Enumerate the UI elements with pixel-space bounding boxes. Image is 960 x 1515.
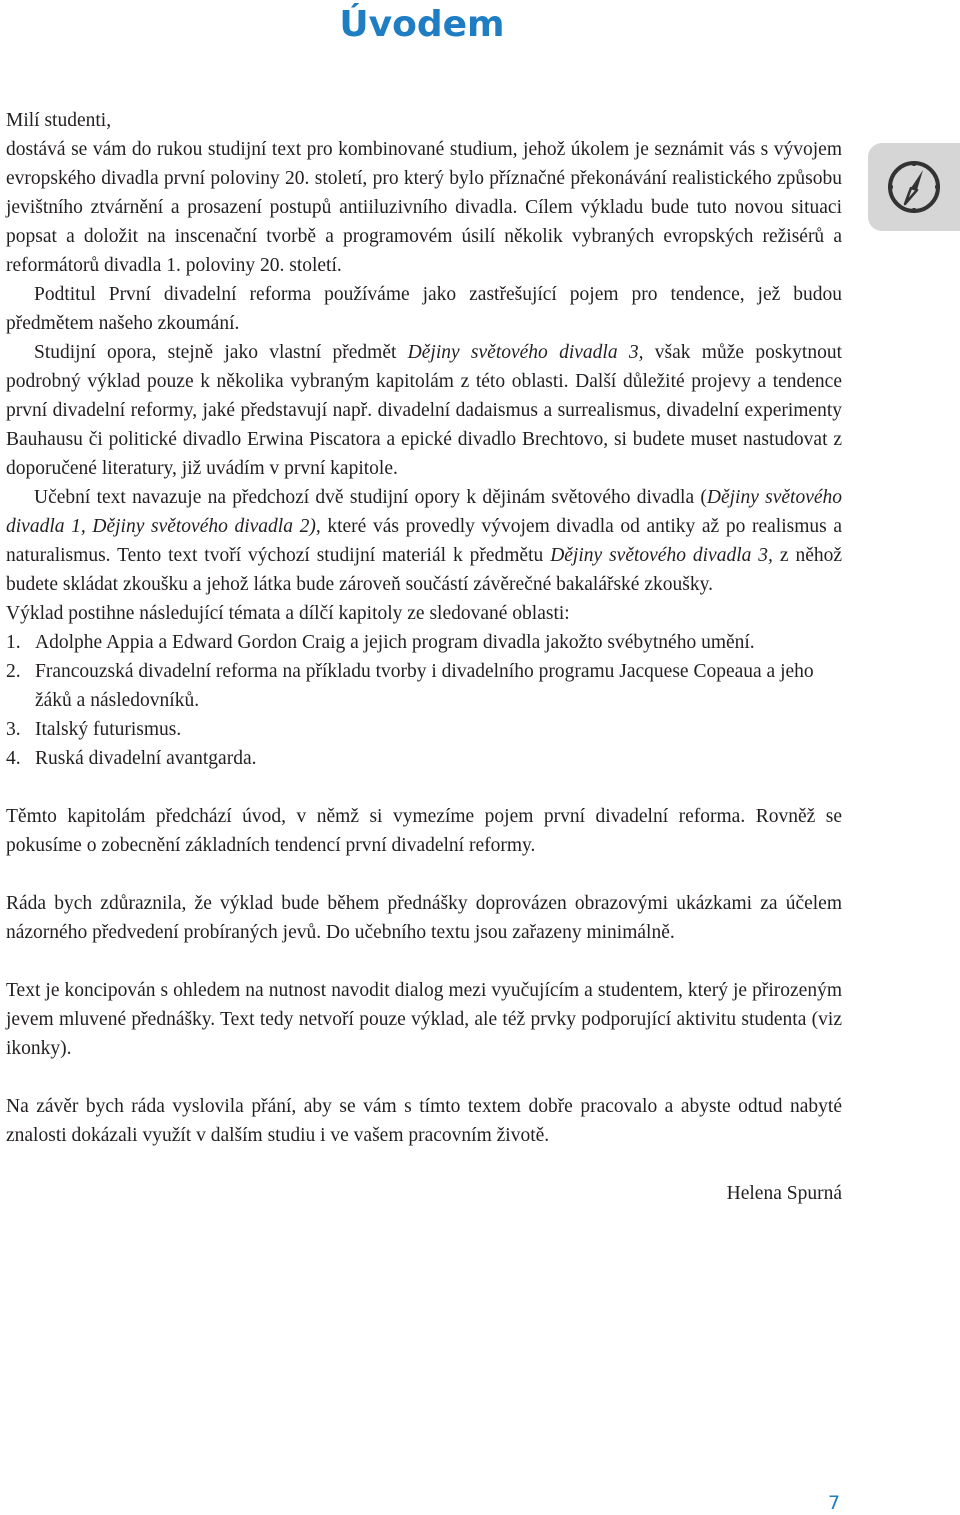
greeting: Milí studenti, bbox=[6, 110, 112, 131]
paragraph: Na závěr bych ráda vyslovila přání, aby se vám s tímto textem dobře pracovalo a abyste odtud nabyté znalosti dokázali využít v dalším studiu i ve vašem pracovním životě. bbox=[6, 1096, 842, 1146]
paragraph: Výklad postihne následující témata a dílčí kapitoly ze sledované oblasti: bbox=[6, 603, 570, 624]
list-item: 2. Francouzská divadelní reforma na příkladu tvorby i divadelního programu Jacquese Copeaua a jeho žáků a následovníků. bbox=[6, 661, 814, 711]
paragraph: Ráda bych zdůraznila, že výklad bude během přednášky doprovázen obrazovými ukázkami za účelem názorného předvedení probíraných jevů. Do učebního textu jsou zařazeny minimálně. bbox=[6, 893, 842, 943]
paragraph: Učební text navazuje na předchozí dvě studijní opory k dějinám světového divadla (Dějiny světového divadla 1, Dějiny světového divadla 2), které vás provedly vývojem divadla od antiky až po realismus a naturalismus. Tento text tvoří výchozí studijní materiál k předmětu Dějiny světového divadla 3, z něhož budete skládat zkoušku a jehož látka bude zároveň součástí závěrečné bakalářské zkoušky. bbox=[6, 487, 843, 595]
paragraph: Podtitul První divadelní reforma používáme jako zastřešující pojem pro tendence, jež budou předmětem našeho zkoumání. bbox=[6, 284, 842, 334]
list-item: 3. Italský futurismus. bbox=[6, 719, 182, 740]
document-body bbox=[6, 106, 842, 1208]
page-number: 7 bbox=[828, 1492, 841, 1514]
paragraph: Těmto kapitolám předchází úvod, v němž si vymezíme pojem první divadelní reforma. Rovněž se pokusíme o zobecnění základních tendencí první divadelní reformy. bbox=[6, 806, 842, 856]
list-item: 1. Adolphe Appia a Edward Gordon Craig a jejich program divadla jakožto svébytného umění. bbox=[6, 632, 755, 653]
paragraph: Text je koncipován s ohledem na nutnost navodit dialog mezi vyučujícím a studentem, který je přirozeným jevem mluvené přednášky. Text tedy netvoří pouze výklad, ale též prvky podporující aktivitu studenta (viz ikonky). bbox=[6, 980, 842, 1059]
compass-icon bbox=[884, 157, 944, 217]
margin-icon-box bbox=[868, 143, 960, 231]
topic-list bbox=[6, 628, 842, 773]
paragraph: dostává se vám do rukou studijní text pro kombinované studium, jehož úkolem je seznámit vás s vývojem evropského divadla první poloviny 20. století, pro který bylo příznačné překonávání realistického způsobu jevištního ztvárnění a prosazení postupů antiiluzivního divadla. Cílem výkladu bude tuto novou situaci popsat a doložit na inscenační tvorbě a programovém úsilí několik vybraných evropských režisérů a reformátorů divadla 1. poloviny 20. století. bbox=[6, 139, 842, 276]
paragraph: Studijní opora, stejně jako vlastní předmět Dějiny světového divadla 3, však může poskytnout podrobný výklad pouze k několika vybraným kapitolám z této oblasti. Další důležité projevy a tendence první divadelní reformy, jaké představují např. divadelní dadaismus a surrealismus, divadelní experimenty Bauhausu či politické divadlo Erwina Piscatora a epické divadlo Brechtovo, si budete muset nastudovat z doporučené literatury, již uvádím v první kapitole. bbox=[6, 342, 842, 479]
page-title: Úvodem bbox=[339, 4, 505, 45]
list-item: 4. Ruská divadelní avantgarda. bbox=[6, 748, 257, 769]
signature: Helena Spurná bbox=[726, 1183, 842, 1204]
